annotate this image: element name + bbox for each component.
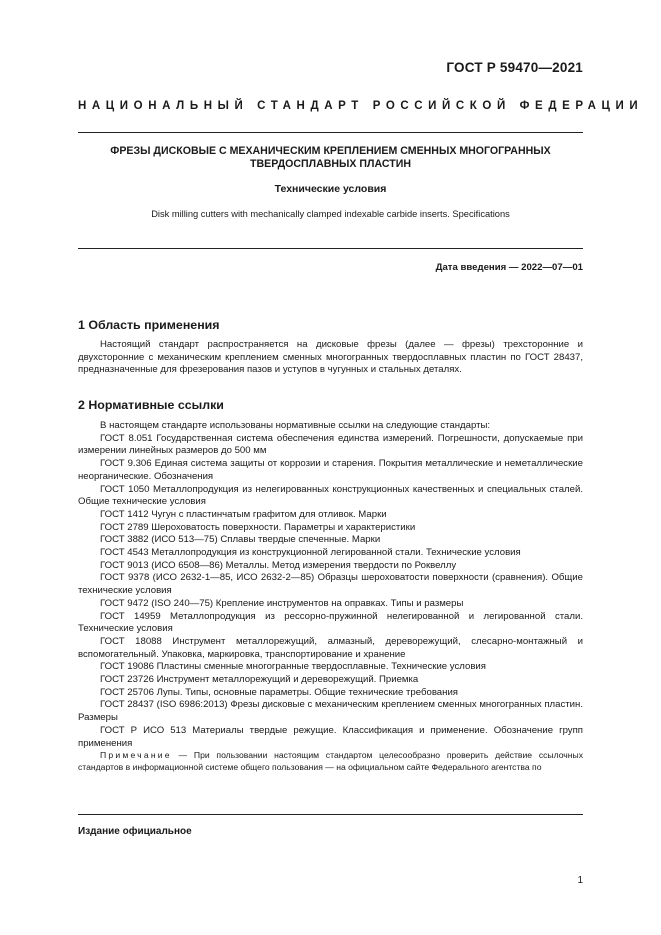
standard-code: ГОСТ Р 59470—2021	[446, 60, 583, 75]
note-label: Примечание	[100, 750, 172, 760]
page-number: 1	[577, 875, 583, 886]
divider-top	[78, 132, 583, 133]
section-1-paragraph: Настоящий стандарт распространяется на дисковые фрезы (далее — фрезы) трехсторонние и двухсторонние с механическим креплением сменных многогранных твердосплавных пластин по ГОСТ 28437, предназначенные для фрезерования пазов и уступов в чугунных и стальных деталях.	[78, 339, 583, 376]
document-subtitle: Технические условия	[274, 183, 387, 195]
reference-paragraph: ГОСТ 3882 (ИСО 513—75) Сплавы твердые спеченные. Марки	[100, 534, 381, 546]
reference-paragraph: ГОСТ 28437 (ISO 6986:2013) Фрезы дисковые с механическим креплением сменных многогранных пластин. Размеры	[78, 699, 583, 724]
document-title	[78, 145, 583, 171]
reference-paragraph: ГОСТ 19086 Пластины сменные многогранные твердосплавные. Технические условия	[100, 661, 486, 673]
reference-paragraph: ГОСТ 1050 Металлопродукция из нелегированных конструкционных качественных и специальных сталей. Общие технические условия	[78, 483, 583, 508]
divider-footer	[78, 814, 583, 815]
national-standard-heading: НАЦИОНАЛЬНЫЙ СТАНДАРТ РОССИЙСКОЙ ФЕДЕРАЦИИ	[78, 100, 644, 112]
reference-paragraph: ГОСТ 18088 Инструмент металлорежущий, алмазный, дереворежущий, слесарно-монтажный и вспомогательный. Упаковка, маркировка, транспортирование и хранение	[78, 635, 583, 660]
reference-paragraph: ГОСТ 9013 (ИСО 6508—86) Металлы. Метод измерения твердости по Роквеллу	[100, 559, 457, 571]
reference-paragraph: ГОСТ Р ИСО 513 Материалы твердые режущие. Классификация и применение. Обозначение групп применения	[78, 724, 583, 749]
note-text: — При пользовании настоящим стандартом целесообразно проверить действие ссылочных стандартов в информационной системе общего пользования — на официальном сайте Федерального агентства по	[78, 750, 583, 772]
reference-paragraph: ГОСТ 9378 (ИСО 2632-1—85, ИСО 2632-2—85) Образцы шероховатости поверхности (сравнения). Общие технические условия	[78, 572, 583, 597]
reference-paragraph: ГОСТ 8.051 Государственная система обеспечения единства измерений. Погрешности, допускаемые при измерении линейных размеров до 500 мм	[78, 432, 583, 457]
section-2-body	[78, 420, 583, 750]
official-edition: Издание официальное	[78, 826, 192, 837]
section-2-heading: 2 Нормативные ссылки	[78, 398, 224, 412]
reference-paragraph: ГОСТ 9.306 Единая система защиты от коррозии и старения. Покрытия металлические и неметаллические неорганические. Обозначения	[78, 458, 583, 482]
section-1-heading: 1 Область применения	[78, 318, 220, 332]
introduction-date: Дата введения — 2022—07—01	[435, 262, 583, 273]
section-1-body	[78, 339, 583, 377]
reference-paragraph: ГОСТ 1412 Чугун с пластинчатым графитом для отливок. Марки	[100, 508, 387, 520]
reference-paragraph: ГОСТ 25706 Лупы. Типы, основные параметры. Общие технические требования	[100, 686, 458, 698]
reference-paragraph: В настоящем стандарте использованы нормативные ссылки на следующие стандарты:	[100, 420, 491, 431]
reference-paragraph: ГОСТ 9472 (ISO 240—75) Крепление инструментов на оправках. Типы и размеры	[100, 597, 464, 609]
divider-title	[78, 248, 583, 249]
note	[78, 750, 583, 773]
reference-paragraph: ГОСТ 4543 Металлопродукция из конструкционной легированной стали. Технические условия	[100, 547, 521, 559]
english-title: Disk milling cutters with mechanically clamped indexable carbide inserts. Specifications	[151, 209, 510, 219]
reference-paragraph: ГОСТ 14959 Металлопродукция из рессорно-пружинной нелегированной и легированной стали. Технические условия	[78, 610, 583, 635]
reference-paragraph: ГОСТ 2789 Шероховатость поверхности. Параметры и характеристики	[100, 521, 416, 533]
title-line-1: ФРЕЗЫ ДИСКОВЫЕ С МЕХАНИЧЕСКИМ КРЕПЛЕНИЕМ СМЕННЫХ МНОГОГРАННЫХ	[110, 145, 551, 157]
reference-paragraph: ГОСТ 23726 Инструмент металлорежущий и дереворежущий. Приемка	[100, 674, 419, 686]
title-line-2: ТВЕРДОСПЛАВНЫХ ПЛАСТИН	[250, 158, 411, 170]
